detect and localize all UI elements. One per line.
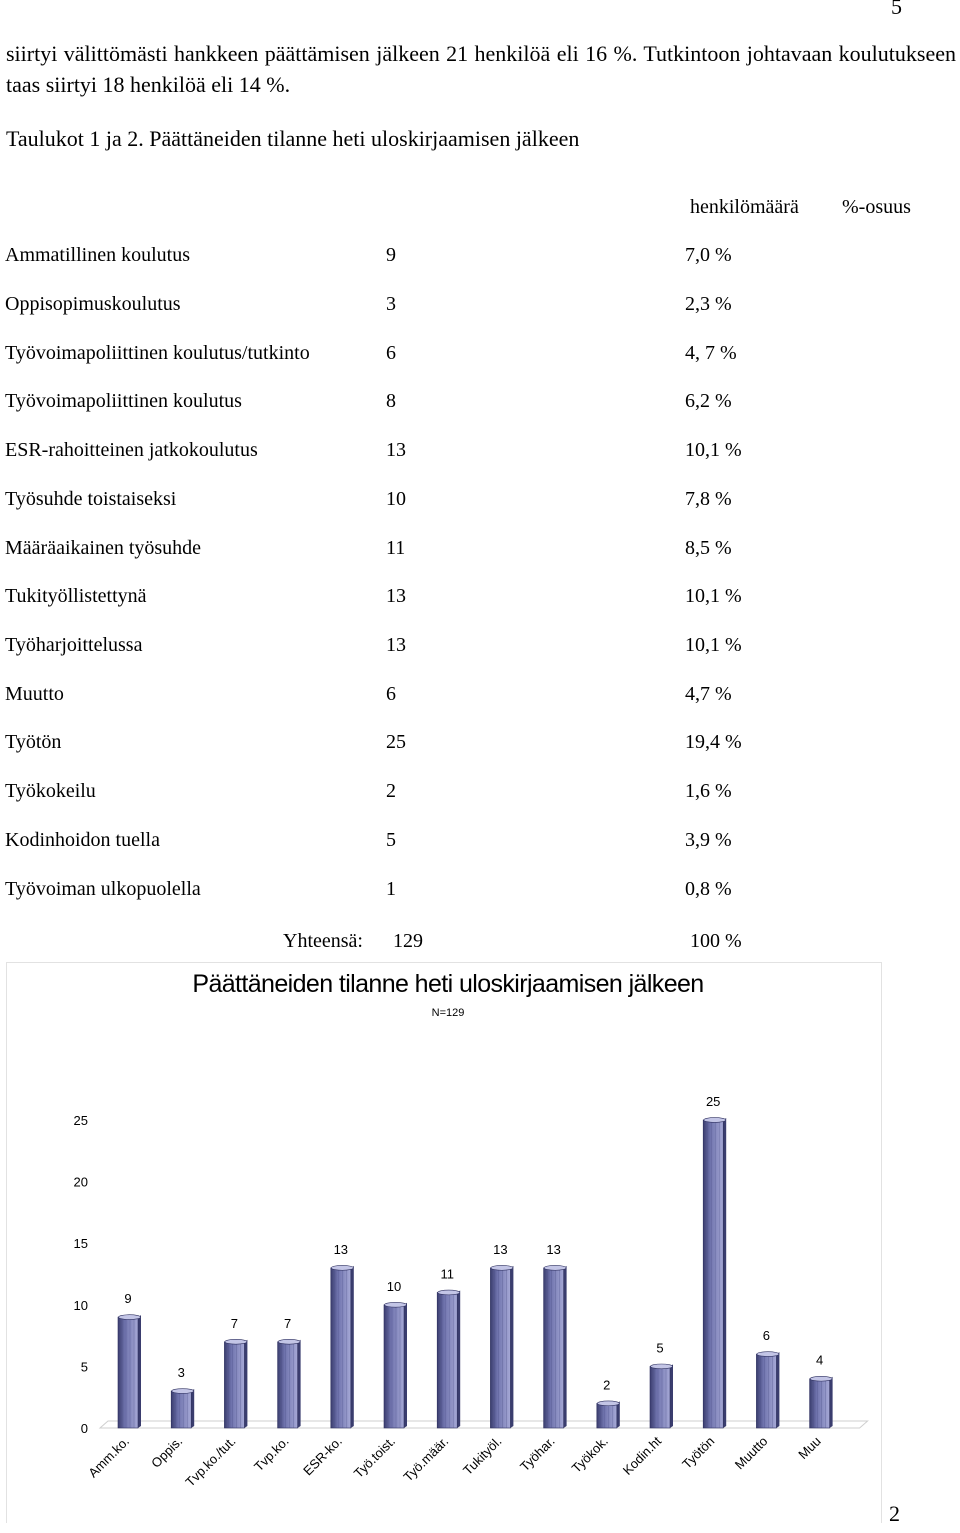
bar xyxy=(810,1379,830,1428)
chart-subtitle: N=129 xyxy=(431,1007,465,1019)
data-label: 3 xyxy=(177,1365,185,1381)
row-percent: 2,3 % xyxy=(685,293,732,315)
bar-side xyxy=(776,1352,779,1428)
bar-side xyxy=(723,1118,726,1428)
y-tick-label: 15 xyxy=(73,1236,88,1252)
row-percent: 7,0 % xyxy=(685,244,732,266)
data-label: 13 xyxy=(333,1241,349,1257)
row-percent: 0,8 % xyxy=(685,878,732,900)
category-label: ESR-ko. xyxy=(300,1433,345,1479)
row-percent: 10,1 % xyxy=(685,634,742,656)
bar-top xyxy=(544,1265,566,1270)
bar xyxy=(171,1391,191,1428)
y-tick-label: 20 xyxy=(73,1174,88,1190)
intro-paragraph: siirtyi välittömästi hankkeen päättämisen jälkeen 21 henkilöä eli 16 %. Tutkintoon johtavaan koulutukseen taas siirtyi 18 henkilöä eli 14 %. xyxy=(6,41,956,97)
data-label: 9 xyxy=(124,1291,132,1307)
y-tick-label: 10 xyxy=(73,1297,88,1313)
bar-side xyxy=(404,1303,407,1428)
row-label: Työkokeilu xyxy=(5,780,96,802)
data-label: 6 xyxy=(762,1328,771,1344)
bar-side xyxy=(351,1266,354,1428)
bar-top xyxy=(225,1339,247,1344)
category-label: Oppis. xyxy=(148,1433,186,1471)
bar xyxy=(224,1342,244,1428)
column-header-count: henkilömäärä xyxy=(690,196,799,218)
row-percent: 7,8 % xyxy=(685,488,732,510)
bar xyxy=(597,1403,617,1428)
bar-top xyxy=(597,1401,619,1406)
data-label: 4 xyxy=(815,1352,824,1368)
row-percent: 10,1 % xyxy=(685,585,742,607)
bar-side xyxy=(298,1340,301,1428)
row-count: 2 xyxy=(386,780,396,802)
bar-side xyxy=(138,1315,141,1428)
bar-top xyxy=(491,1265,513,1270)
bar-top xyxy=(385,1302,407,1307)
row-count: 10 xyxy=(386,488,406,510)
category-label: Muutto xyxy=(731,1433,771,1473)
category-label: Työhar. xyxy=(516,1433,558,1475)
bar-top xyxy=(810,1376,832,1381)
bar xyxy=(331,1268,351,1428)
category-label: Muu xyxy=(795,1433,824,1463)
row-percent: 8,5 % xyxy=(685,537,732,559)
row-percent: 1,6 % xyxy=(685,780,732,802)
category-label: Tvp.ko. xyxy=(250,1433,292,1475)
bar xyxy=(278,1342,298,1428)
page-number-top: 5 xyxy=(891,0,902,19)
data-label: 10 xyxy=(386,1278,402,1294)
category-label: Amm.ko. xyxy=(85,1433,133,1481)
bar-top xyxy=(172,1389,194,1394)
row-percent: 10,1 % xyxy=(685,439,742,461)
row-percent: 6,2 % xyxy=(685,390,732,412)
bar xyxy=(544,1268,564,1428)
category-label: Työ.toist. xyxy=(350,1433,399,1481)
row-count: 6 xyxy=(386,683,396,705)
row-label: Tukityöllistettynä xyxy=(5,585,147,607)
row-count: 13 xyxy=(386,585,406,607)
data-label: 13 xyxy=(546,1241,561,1257)
total-count: 129 xyxy=(393,930,423,952)
column-header-percent: %-osuus xyxy=(842,196,911,218)
bar xyxy=(703,1120,723,1428)
row-count: 5 xyxy=(386,829,396,851)
row-count: 25 xyxy=(386,731,406,753)
row-label: Työtön xyxy=(5,731,62,753)
bar-top xyxy=(438,1290,460,1295)
bar xyxy=(490,1268,510,1428)
category-label: Tvp.ko./tut. xyxy=(182,1433,239,1490)
category-label: Työ.määr. xyxy=(400,1433,452,1485)
bar-side xyxy=(564,1266,567,1428)
bar xyxy=(437,1292,457,1428)
category-label: Kodin.ht xyxy=(619,1433,665,1478)
bar-side xyxy=(191,1389,194,1428)
row-percent: 4, 7 % xyxy=(685,342,737,364)
row-label: ESR-rahoitteinen jatkokoulutus xyxy=(5,439,258,461)
chart-floor xyxy=(100,1421,868,1428)
bar-side xyxy=(244,1340,247,1428)
row-label: Määräaikainen työsuhde xyxy=(5,537,202,559)
bar-top xyxy=(704,1118,726,1123)
bar-side xyxy=(830,1377,833,1428)
bar xyxy=(118,1317,138,1428)
data-label: 5 xyxy=(656,1340,664,1356)
bar-side xyxy=(510,1266,513,1428)
category-label: Työtön xyxy=(679,1433,718,1472)
row-label: Työharjoittelussa xyxy=(5,634,143,656)
y-tick-label: 0 xyxy=(80,1421,88,1436)
bar-top xyxy=(757,1352,779,1357)
bar-side xyxy=(670,1364,673,1428)
table-heading: Taulukot 1 ja 2. Päättäneiden tilanne heti uloskirjaamisen jälkeen xyxy=(6,126,580,151)
data-label: 2 xyxy=(603,1377,611,1393)
total-percent: 100 % xyxy=(690,930,742,952)
bar-side xyxy=(457,1290,460,1428)
bar-side xyxy=(617,1401,620,1428)
row-label: Kodinhoidon tuella xyxy=(5,829,160,851)
row-count: 1 xyxy=(386,878,396,900)
row-label: Ammatillinen koulutus xyxy=(5,244,190,266)
bar-top xyxy=(651,1364,673,1369)
bar xyxy=(650,1366,670,1428)
row-label: Työvoimapoliittinen koulutus/tutkinto xyxy=(5,342,310,364)
row-count: 6 xyxy=(386,342,396,364)
page-number-bottom: 2 xyxy=(889,1501,900,1526)
bar xyxy=(384,1305,404,1428)
y-tick-label: 25 xyxy=(73,1113,88,1128)
row-percent: 3,9 % xyxy=(685,829,732,851)
bar-top xyxy=(331,1265,353,1270)
y-tick-label: 5 xyxy=(80,1359,88,1375)
row-count: 13 xyxy=(386,634,406,656)
bar-top xyxy=(278,1339,300,1344)
row-count: 8 xyxy=(386,390,396,412)
row-count: 13 xyxy=(386,439,406,461)
row-label: Työvoiman ulkopuolella xyxy=(5,878,201,900)
data-label: 13 xyxy=(493,1241,508,1257)
row-count: 3 xyxy=(386,293,396,315)
row-label: Työvoimapoliittinen koulutus xyxy=(5,390,242,412)
category-label: Tukityöl. xyxy=(460,1433,505,1479)
row-percent: 19,4 % xyxy=(685,731,742,753)
row-count: 9 xyxy=(386,244,396,266)
category-label: Työkok. xyxy=(568,1433,611,1476)
total-label: Yhteensä: xyxy=(283,930,363,952)
bar xyxy=(756,1354,776,1428)
row-percent: 4,7 % xyxy=(685,683,732,705)
row-label: Muutto xyxy=(5,683,64,705)
row-label: Työsuhde toistaiseksi xyxy=(5,488,177,510)
row-label: Oppisopimuskoulutus xyxy=(5,293,181,315)
row-count: 11 xyxy=(386,537,406,559)
data-label: 25 xyxy=(705,1094,721,1109)
data-label: 7 xyxy=(283,1315,292,1331)
chart-title: Päättäneiden tilanne heti uloskirjaamisen jälkeen xyxy=(192,970,704,998)
bar-top xyxy=(119,1315,141,1320)
data-label: 11 xyxy=(440,1266,454,1282)
data-label: 7 xyxy=(230,1315,239,1331)
